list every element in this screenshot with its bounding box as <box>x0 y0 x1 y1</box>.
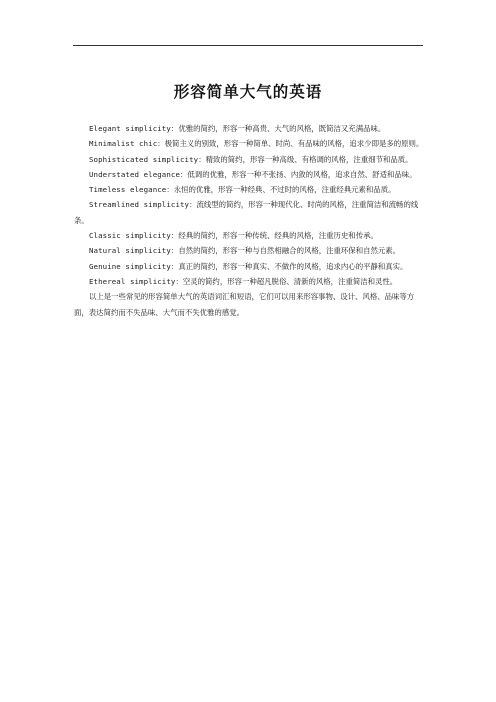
entry-paragraph <box>74 243 424 258</box>
entry-description: 真正的简约，形容一种真实、不做作的风格，追求内心的平静和真实。 <box>178 261 408 271</box>
entry-paragraph <box>74 152 424 167</box>
entry-separator: ： <box>198 154 206 164</box>
entry-term: Sophisticated simplicity <box>89 154 199 164</box>
entry-description: 优雅的简约，形容一种高贵、大气的风格，既简洁又充满品味。 <box>178 124 386 133</box>
entry-description: 低调的优雅，形容一种不张扬、内敛的风格，追求自然、舒适和品味。 <box>187 169 417 179</box>
entry-paragraph <box>74 136 424 151</box>
entry-paragraph <box>74 228 424 243</box>
entry-term: Timeless elegance <box>89 185 167 195</box>
entry-term: Minimalist chic <box>89 139 158 149</box>
entry-term: Ethereal simplicity <box>89 276 176 286</box>
entry-paragraph <box>74 274 424 289</box>
entry-separator: ： <box>180 169 188 179</box>
entry-term: Natural simplicity <box>89 246 171 256</box>
entry-separator: ： <box>157 139 165 149</box>
entry-description: 永恒的优雅，形容一种经典、不过时的风格，注重经典元素和品质。 <box>173 185 396 195</box>
entry-paragraph <box>74 121 424 136</box>
entry-term: Classic simplicity <box>89 231 171 241</box>
entry-paragraph <box>74 167 424 182</box>
entry-separator: ： <box>166 185 174 195</box>
entry-separator: ： <box>170 231 179 241</box>
entry-paragraph <box>74 259 424 274</box>
entry-description: 流线型的简约，形容一种现代化、时尚的风格，注重简洁和流畅的线条。 <box>74 200 419 225</box>
entry-description: 经典的简约，形容一种传统、经典的风格，注重历史和传承。 <box>178 231 378 241</box>
entry-separator: ： <box>175 276 183 286</box>
entry-separator: ： <box>170 261 179 271</box>
entry-term: Streamlined simplicity <box>89 200 190 210</box>
entry-paragraph <box>74 197 424 228</box>
entry-term: Understated elegance <box>89 169 180 179</box>
entry-paragraph <box>74 182 424 197</box>
entry-term: Genuine simplicity <box>89 261 171 271</box>
entry-separator: ： <box>170 124 179 133</box>
entry-separator: ： <box>189 200 197 210</box>
entry-description: 自然的简约，形容一种与自然相融合的风格，注重环保和自然元素。 <box>178 246 401 256</box>
conclusion-paragraph: 以上是一些常见的形容简单大气的英语词汇和短语，它们可以用来形容事物、设计、风格、品味等方面，表达简约而不失品味、大气而不失优雅的感觉。 <box>74 292 415 317</box>
document-body <box>74 121 424 320</box>
entry-description: 极简主义的别致，形容一种简单、时尚、有品味的风格，追求少即是多的原则。 <box>164 139 424 149</box>
document-title: 形容简单大气的英语 <box>173 83 323 101</box>
header-rule <box>73 45 423 46</box>
entry-description: 空灵的简约，形容一种超凡脱俗、清新的风格，注重简洁和灵性。 <box>182 276 398 286</box>
entry-term: Elegant simplicity <box>89 124 171 133</box>
entry-separator: ： <box>170 246 179 256</box>
entry-description: 精致的简约，形容一种高级、有格调的风格，注重细节和品质。 <box>205 154 413 164</box>
